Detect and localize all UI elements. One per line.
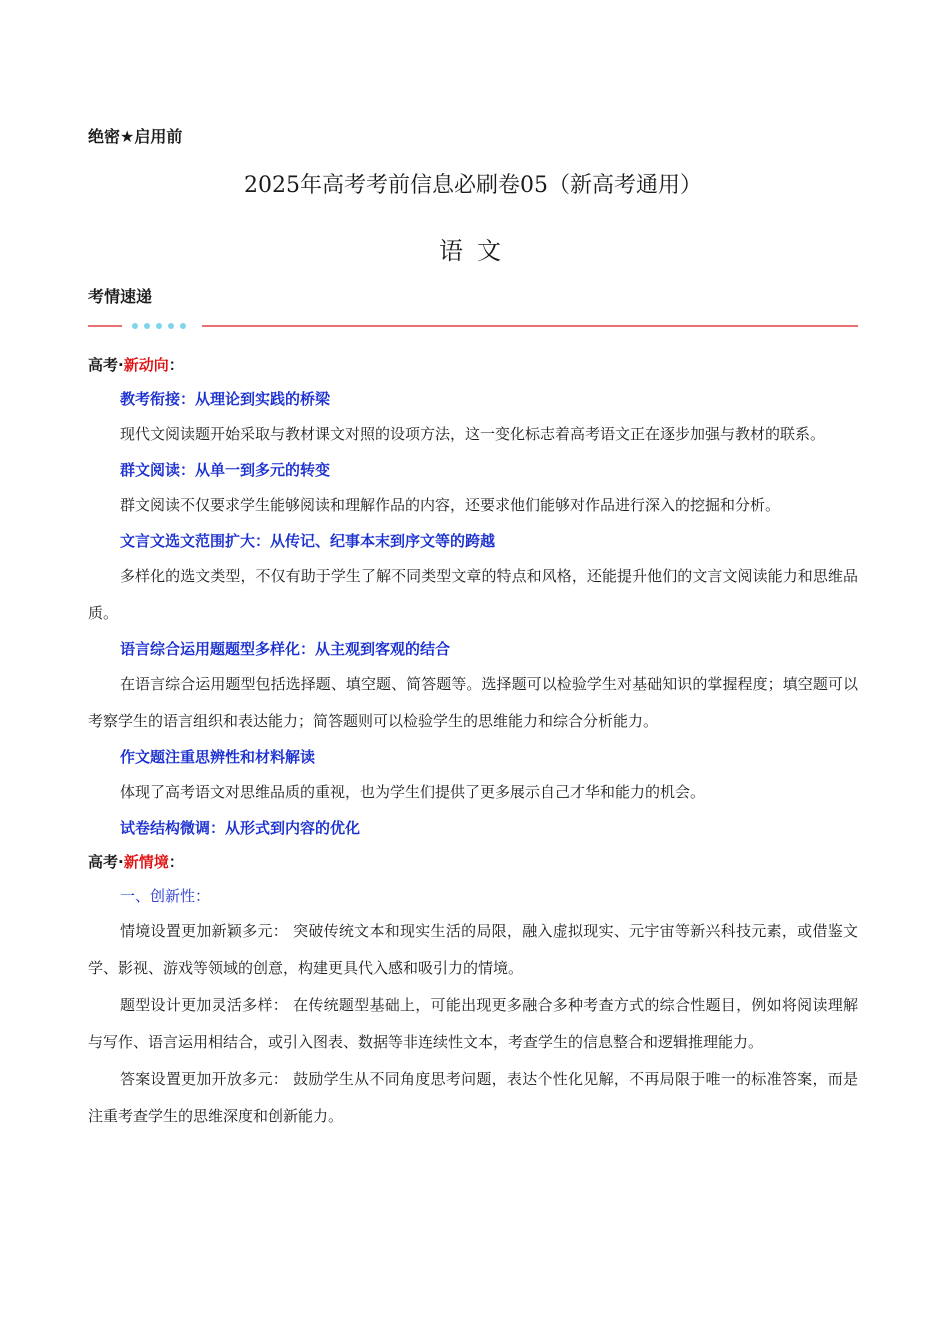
trend-item-body: 群文阅读不仅要求学生能够阅读和理解作品的内容，还要求他们能够对作品进行深入的挖掘和分析。 [120,496,781,514]
section-heading: 考情速递 [88,287,153,306]
divider-dot [132,323,138,329]
trend-item-heading: 试卷结构微调：从形式到内容的优化 [120,819,361,837]
divider-dot [168,323,174,329]
context-heading [88,845,858,879]
context-heading-prefix: 高考· [88,853,124,871]
trend-item-heading: 群文阅读：从单一到多元的转变 [120,461,331,479]
confidential-label: 绝密★启用前 [88,127,183,146]
trend-item-body: 现代文阅读题开始采取与教材课文对照的设项方法，这一变化标志着高考语文正在逐步加强与教材的联系。 [120,425,826,443]
context-paragraph: 情境设置更加新颖多元： 突破传统文本和现实生活的局限，融入虚拟现实、元宇宙等新兴科技元素，或借鉴文学、影视、游戏等领域的创意，构建更具代入感和吸引力的情境。 [88,922,858,977]
document-page [88,122,858,1135]
trend-heading [88,348,858,382]
trend-item-body: 多样化的选文类型，不仅有助于学生了解不同类型文章的特点和风格，还能提升他们的文言文阅读能力和思维品质。 [88,567,858,622]
context-paragraph: 答案设置更加开放多元： 鼓励学生从不同角度思考问题，表达个性化见解，不再局限于唯一的标准答案，而是注重考查学生的思维深度和创新能力。 [88,1070,858,1125]
trend-item-heading: 语言综合运用题题型多样化：从主观到客观的结合 [120,640,451,658]
section-divider [88,318,858,334]
trend-item-heading: 教考衔接：从理论到实践的桥梁 [120,390,331,408]
context-heading-suffix: ： [168,853,184,871]
context-subheading: 一、创新性： [120,887,211,905]
divider-dot [180,323,186,329]
divider-line-right [202,325,858,327]
trend-heading-suffix: ： [168,356,184,374]
subject-title: 语文 [439,237,515,265]
divider-dot [144,323,150,329]
divider-line-left [88,325,122,327]
trend-item-heading: 文言文选文范围扩大：从传记、纪事本末到序文等的跨越 [120,532,496,550]
trend-item-body: 体现了高考语文对思维品质的重视，也为学生们提供了更多展示自己才华和能力的机会。 [120,783,706,801]
divider-dots [132,320,186,332]
divider-dot [156,323,162,329]
trend-item-body: 在语言综合运用题型包括选择题、填空题、简答题等。选择题可以检验学生对基础知识的掌握程度；填空题可以考察学生的语言组织和表达能力；简答题则可以检验学生的思维能力和综合分析能力。 [88,675,858,730]
exam-title: 2025年高考考前信息必刷卷05（新高考通用） [244,173,702,198]
trend-heading-prefix: 高考· [88,356,124,374]
trend-heading-highlight: 新动向 [123,356,169,374]
context-paragraph: 题型设计更加灵活多样： 在传统题型基础上，可能出现更多融合多种考查方式的综合性题目，例如将阅读理解与写作、语言运用相结合，或引入图表、数据等非连续性文本，考查学生的信息整合和逻辑推理能力。 [88,996,858,1051]
trend-item-heading: 作文题注重思辨性和材料解读 [120,748,316,766]
context-heading-highlight: 新情境 [123,853,169,871]
